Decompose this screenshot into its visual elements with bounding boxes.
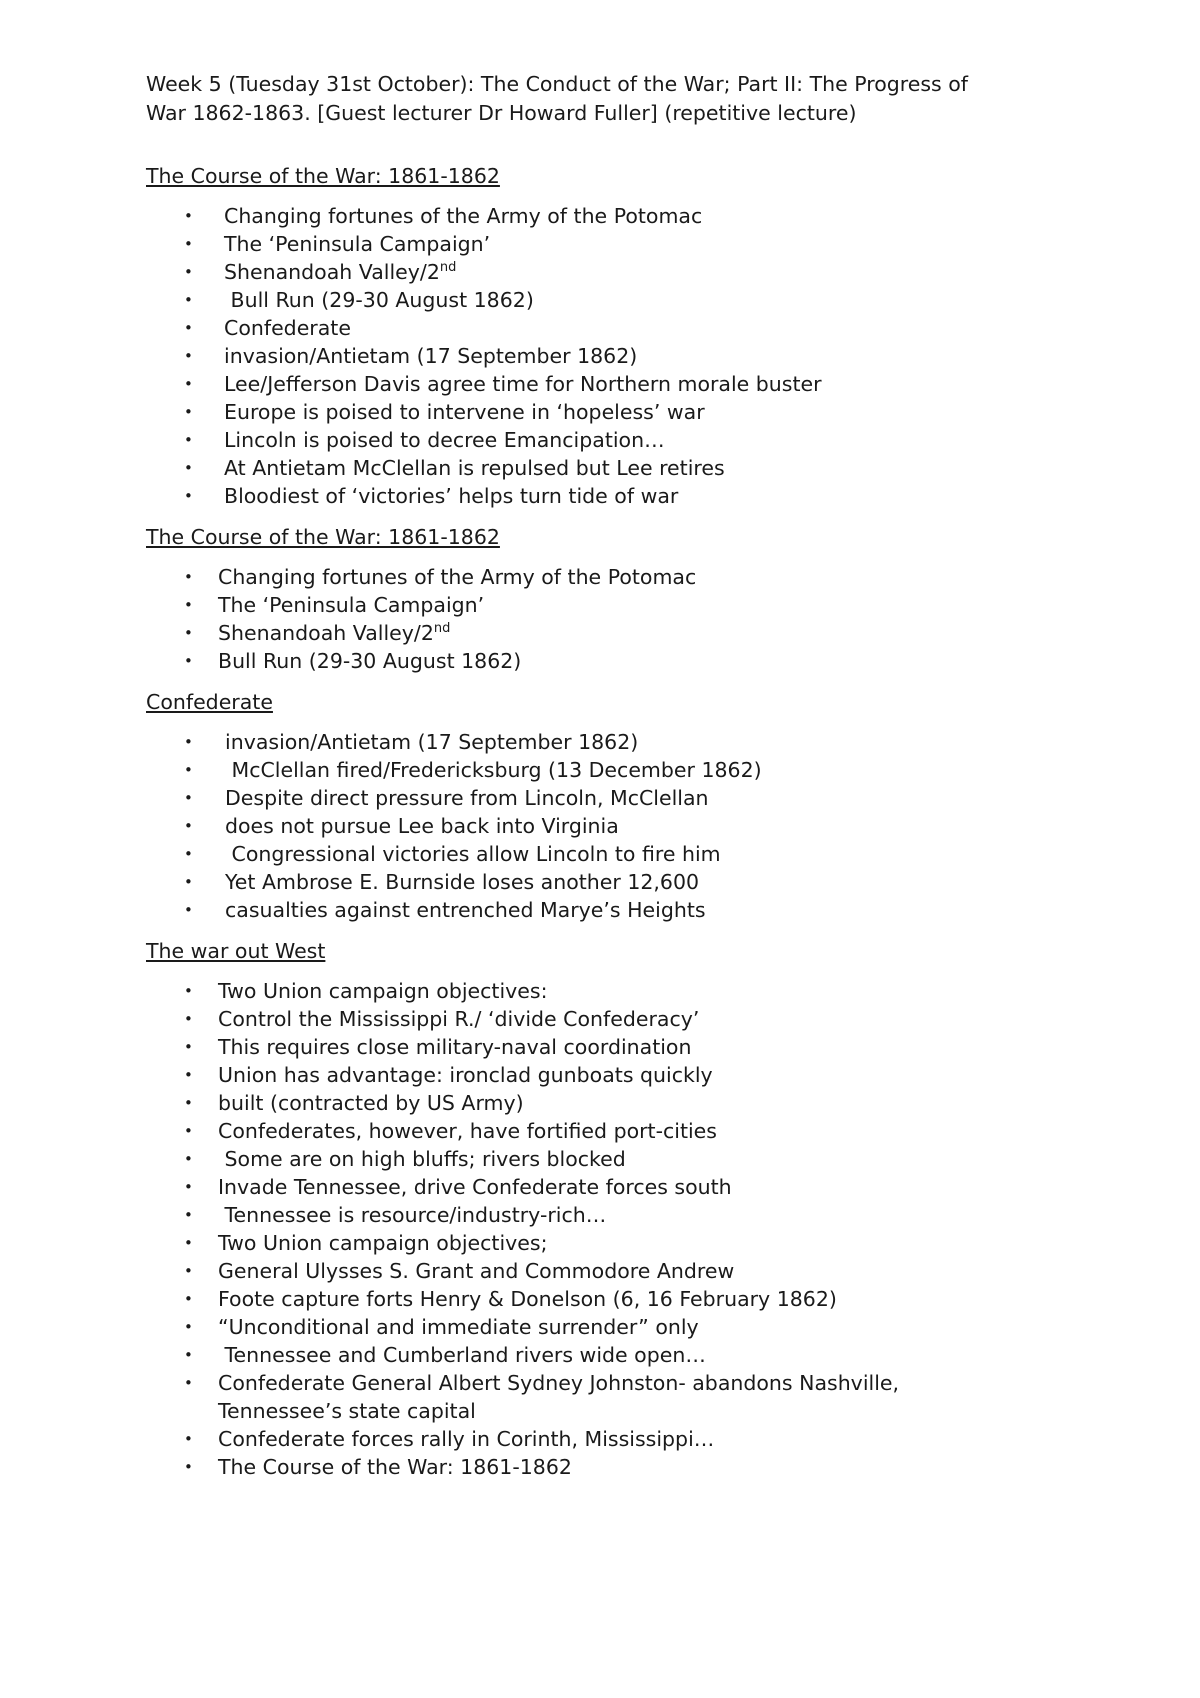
list-item: • Bull Run (29-30 August 1862) bbox=[184, 288, 534, 312]
bullet-icon: • bbox=[184, 459, 193, 477]
list-item: • Two Union campaign objectives; bbox=[184, 1231, 548, 1255]
bullet-icon: • bbox=[184, 347, 193, 365]
section-heading: The Course of the War: 1861-1862 bbox=[146, 164, 500, 188]
list-item: • This requires close military-naval coordination bbox=[184, 1035, 692, 1059]
list-item: • Europe is poised to intervene in ‘hopeless’ war bbox=[184, 400, 705, 424]
list-item: • The Course of the War: 1861-1862 bbox=[184, 1455, 572, 1479]
bullet-icon: • bbox=[184, 1290, 193, 1308]
list-item: • Lincoln is poised to decree Emancipation… bbox=[184, 428, 665, 452]
list-item: • invasion/Antietam (17 September 1862) bbox=[184, 344, 638, 368]
list-item: • Tennessee is resource/industry-rich… bbox=[184, 1203, 607, 1227]
bullet-icon: • bbox=[184, 431, 193, 449]
list-item: • Confederate forces rally in Corinth, Mississippi… bbox=[184, 1427, 715, 1451]
bullet-icon: • bbox=[184, 1458, 193, 1476]
bullet-icon: • bbox=[184, 319, 193, 337]
bullet-icon: • bbox=[184, 817, 193, 835]
bullet-icon: • bbox=[184, 624, 193, 642]
bullet-icon: • bbox=[184, 1010, 193, 1028]
list-item: • At Antietam McClellan is repulsed but Lee retires bbox=[184, 456, 725, 480]
list-item: • Confederates, however, have fortified port-cities bbox=[184, 1119, 717, 1143]
list-item: • “Unconditional and immediate surrender” only bbox=[184, 1315, 699, 1339]
bullet-icon: • bbox=[184, 733, 193, 751]
list-item: • Union has advantage: ironclad gunboats quickly bbox=[184, 1063, 713, 1087]
list-item: • General Ulysses S. Grant and Commodore Andrew bbox=[184, 1259, 735, 1283]
lecture-title-line-2: War 1862-1863. [Guest lecturer Dr Howard Fuller] (repetitive lecture) bbox=[146, 100, 857, 125]
document-page bbox=[146, 70, 1066, 1495]
list-item: • Confederate bbox=[184, 316, 351, 340]
list-item: • Control the Mississippi R./ ‘divide Confederacy’ bbox=[184, 1007, 700, 1031]
bullet-icon: • bbox=[184, 1122, 193, 1140]
bullet-icon: • bbox=[184, 1066, 193, 1084]
bullet-icon: • bbox=[184, 1374, 193, 1392]
bullet-icon: • bbox=[184, 845, 193, 863]
bullet-icon: • bbox=[184, 1346, 193, 1364]
section-heading: Confederate bbox=[146, 690, 273, 714]
bullet-icon: • bbox=[184, 207, 193, 225]
list-item: • Tennessee and Cumberland rivers wide open… bbox=[184, 1343, 706, 1367]
bullet-icon: • bbox=[184, 487, 193, 505]
bullet-icon: • bbox=[184, 901, 193, 919]
list-item: • Despite direct pressure from Lincoln, McClellan bbox=[184, 786, 709, 810]
list-item: • Congressional victories allow Lincoln to fire him bbox=[184, 842, 721, 866]
bullet-icon: • bbox=[184, 1234, 193, 1252]
bullet-icon: • bbox=[184, 1178, 193, 1196]
bullet-icon: • bbox=[184, 291, 193, 309]
list-item: • Shenandoah Valley/2nd bbox=[184, 621, 451, 645]
ordinal-suffix: nd bbox=[439, 260, 457, 275]
bullet-icon: • bbox=[184, 1206, 193, 1224]
list-item: • Changing fortunes of the Army of the Potomac bbox=[184, 565, 697, 589]
bullet-icon: • bbox=[184, 1150, 193, 1168]
bullet-icon: • bbox=[184, 873, 193, 891]
list-item: • built (contracted by US Army) bbox=[184, 1091, 524, 1115]
lecture-title bbox=[146, 70, 1066, 127]
list-item: • Bloodiest of ‘victories’ helps turn tide of war bbox=[184, 484, 679, 508]
bullet-icon: • bbox=[184, 1094, 193, 1112]
list-item: • Two Union campaign objectives: bbox=[184, 979, 548, 1003]
bullet-icon: • bbox=[184, 1038, 193, 1056]
list-item: • The ‘Peninsula Campaign’ bbox=[184, 593, 485, 617]
bullet-icon: • bbox=[184, 403, 193, 421]
bullet-icon: • bbox=[184, 568, 193, 586]
bullet-list bbox=[146, 977, 1066, 1481]
bullet-list bbox=[146, 728, 1066, 924]
list-item: • casualties against entrenched Marye’s Heights bbox=[184, 898, 706, 922]
bullet-icon: • bbox=[184, 761, 193, 779]
list-item: • invasion/Antietam (17 September 1862) bbox=[184, 730, 639, 754]
list-item: • Shenandoah Valley/2nd bbox=[184, 260, 457, 284]
list-item: • The ‘Peninsula Campaign’ bbox=[184, 232, 491, 256]
section-heading: The Course of the War: 1861-1862 bbox=[146, 525, 500, 549]
list-item: • Changing fortunes of the Army of the Potomac bbox=[184, 204, 703, 228]
bullet-icon: • bbox=[184, 1262, 193, 1280]
list-item: • Confederate General Albert Sydney Johnston- abandons Nashville, Tennessee’s state capital bbox=[184, 1371, 900, 1423]
list-item: • Some are on high bluffs; rivers blocked bbox=[184, 1147, 626, 1171]
list-item: • Foote capture forts Henry & Donelson (6, 16 February 1862) bbox=[184, 1287, 837, 1311]
bullet-icon: • bbox=[184, 1318, 193, 1336]
bullet-icon: • bbox=[184, 375, 193, 393]
bullet-icon: • bbox=[184, 596, 193, 614]
bullet-icon: • bbox=[184, 1430, 193, 1448]
list-item: • McClellan fired/Fredericksburg (13 December 1862) bbox=[184, 758, 762, 782]
section-heading: The war out West bbox=[146, 939, 326, 963]
bullet-list bbox=[146, 202, 1066, 510]
ordinal-suffix: nd bbox=[433, 621, 451, 636]
list-item: • Bull Run (29-30 August 1862) bbox=[184, 649, 522, 673]
lecture-title-line-1: Week 5 (Tuesday 31st October): The Conduct of the War; Part II: The Progress of bbox=[146, 72, 968, 96]
list-item: • does not pursue Lee back into Virginia bbox=[184, 814, 619, 838]
bullet-icon: • bbox=[184, 982, 193, 1000]
bullet-icon: • bbox=[184, 652, 193, 670]
bullet-icon: • bbox=[184, 235, 193, 253]
list-item: • Yet Ambrose E. Burnside loses another 12,600 bbox=[184, 870, 700, 894]
bullet-icon: • bbox=[184, 789, 193, 807]
bullet-icon: • bbox=[184, 263, 193, 281]
list-item: • Lee/Jefferson Davis agree time for Northern morale buster bbox=[184, 372, 822, 396]
list-item: • Invade Tennessee, drive Confederate forces south bbox=[184, 1175, 732, 1199]
bullet-list bbox=[146, 563, 1066, 675]
